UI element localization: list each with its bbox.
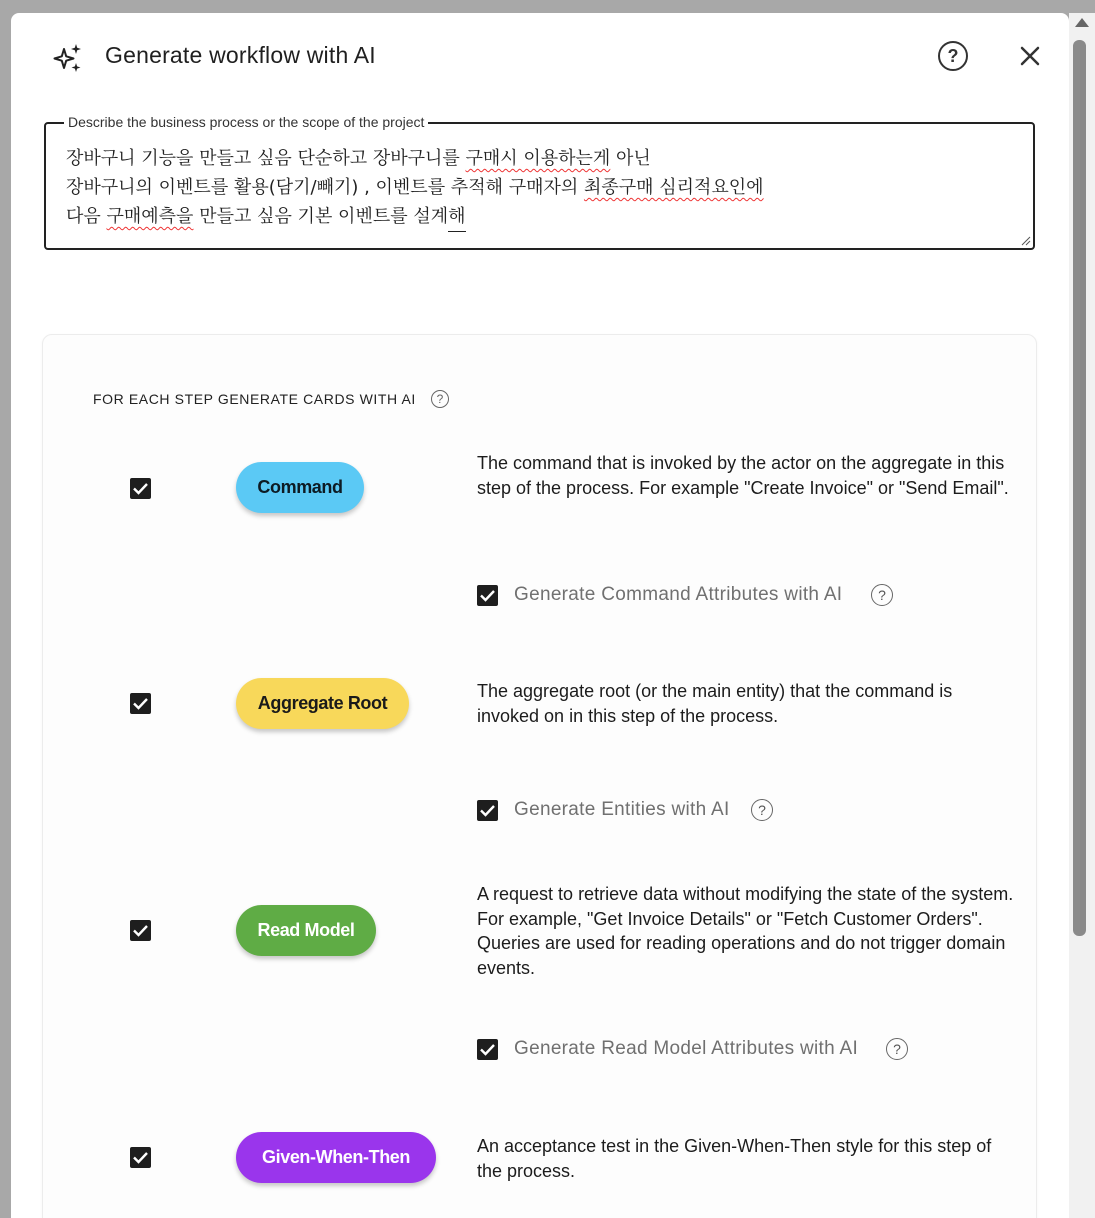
aggregate-root-description: The aggregate root (or the main entity) that the command is invoked on in this step of the process.: [477, 681, 953, 726]
process-description-label: Describe the business process or the scope of the project: [64, 114, 428, 130]
command-pill: Command: [236, 462, 364, 513]
read-model-attributes-checkbox[interactable]: [477, 1039, 498, 1060]
read-model-pill: Read Model: [236, 905, 376, 956]
section-title: FOR EACH STEP GENERATE CARDS WITH AI: [93, 391, 416, 407]
text-line-3: 다음 구매예측을 만들고 싶음 기본 이벤트를 설계해: [66, 202, 764, 232]
given-when-then-description: An acceptance test in the Given-When-Then style for this step of the process.: [477, 1136, 992, 1181]
generate-cards-panel: [42, 334, 1037, 1218]
scrollbar-thumb[interactable]: [1073, 40, 1086, 936]
command-checkbox[interactable]: [130, 478, 151, 499]
read-model-attributes-label: Generate Read Model Attributes with AI: [514, 1038, 859, 1059]
read-model-attributes-help-icon[interactable]: ?: [886, 1038, 908, 1060]
given-when-then-checkbox[interactable]: [130, 1147, 151, 1168]
generate-workflow-dialog: [11, 13, 1069, 1218]
sparkle-icon: [51, 41, 85, 75]
help-icon[interactable]: ?: [938, 41, 968, 71]
aggregate-root-checkbox[interactable]: [130, 693, 151, 714]
close-icon[interactable]: [1015, 41, 1045, 71]
text-line-1: 장바구니 기능을 만들고 싶음 단순하고 장바구니를 구매시 이용하는게 아닌: [66, 148, 651, 169]
dialog-title: Generate workflow with AI: [105, 42, 376, 68]
command-description: The command that is invoked by the actor on the aggregate in this step of the process. For example "Create Invoice" or "Send Email".: [477, 453, 1009, 498]
entities-checkbox[interactable]: [477, 800, 498, 821]
entities-label: Generate Entities with AI: [514, 799, 730, 820]
aggregate-root-pill: Aggregate Root: [236, 678, 409, 729]
read-model-checkbox[interactable]: [130, 920, 151, 941]
dialog-header: [11, 13, 1069, 99]
process-description-field[interactable]: [44, 114, 1035, 250]
command-attributes-checkbox[interactable]: [477, 585, 498, 606]
scroll-up-arrow-icon[interactable]: [1075, 18, 1089, 27]
command-attributes-help-icon[interactable]: ?: [871, 584, 893, 606]
entities-help-icon[interactable]: ?: [751, 799, 773, 821]
process-description-text[interactable]: [66, 144, 764, 232]
given-when-then-pill: Given-When-Then: [236, 1132, 436, 1183]
text-line-2: 장바구니의 이벤트를 활용(담기/빼기) , 이벤트를 추적해 구매자의 최종구매 심리적요인에: [66, 177, 764, 198]
section-help-icon[interactable]: ?: [431, 390, 449, 408]
command-attributes-label: Generate Command Attributes with AI: [514, 584, 843, 605]
resize-handle-icon[interactable]: [1021, 236, 1031, 246]
read-model-description: A request to retrieve data without modifying the state of the system. For example, "Get Invoice Details" or "Fetch Customer Orders". Queries are used for reading operations and do not trigger domain events.: [477, 884, 1014, 978]
